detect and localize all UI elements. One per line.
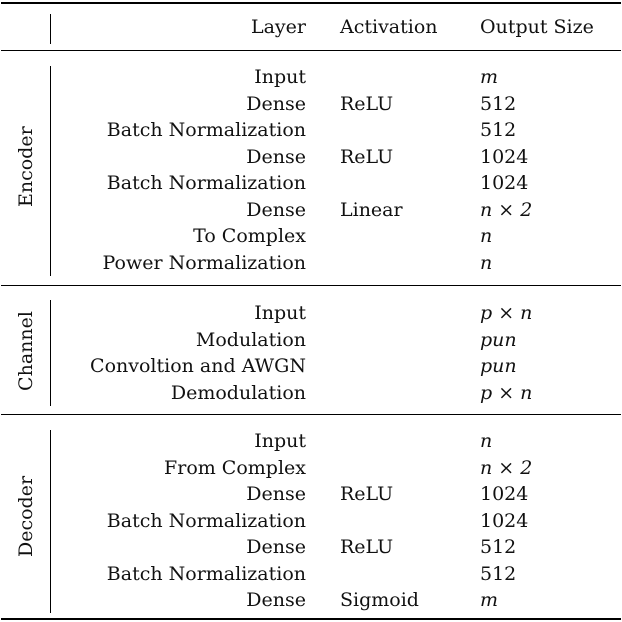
decoder-label: Decoder: [15, 475, 37, 557]
row-layer: Modulation: [195, 329, 306, 351]
row-layer: Input: [254, 430, 306, 452]
row-output-size: 512: [480, 119, 517, 141]
row-layer: Input: [254, 66, 306, 88]
encoder-label: Encoder: [15, 126, 37, 207]
row-layer: Dense: [246, 589, 306, 611]
channel-decoder-rule: [1, 414, 621, 415]
row-output-size: n: [480, 252, 493, 274]
row-activation: Sigmoid: [340, 589, 419, 611]
row-layer: Batch Normalization: [106, 119, 306, 141]
row-layer: Dense: [246, 199, 306, 221]
row-layer: Input: [254, 302, 306, 324]
row-activation: Linear: [340, 199, 403, 221]
row-layer: Dense: [246, 536, 306, 558]
row-layer: Demodulation: [170, 382, 306, 404]
header-rule: [1, 50, 621, 51]
row-layer: To Complex: [193, 225, 306, 247]
row-output-size: 512: [480, 93, 517, 115]
row-output-size: n: [480, 225, 493, 247]
row-layer: Dense: [246, 93, 306, 115]
row-output-size: pun: [480, 355, 517, 377]
channel-label: Channel: [15, 311, 37, 391]
row-output-size: 1024: [480, 146, 529, 168]
row-layer: Power Normalization: [102, 252, 306, 274]
row-activation: ReLU: [340, 483, 394, 505]
encoder-vline: [50, 66, 51, 276]
row-output-size: pun: [480, 329, 517, 351]
bottom-rule: [1, 618, 621, 620]
header-activation: Activation: [340, 16, 438, 38]
row-activation: ReLU: [340, 93, 394, 115]
channel-vline: [50, 300, 51, 406]
row-output-size: 512: [480, 563, 517, 585]
row-output-size: p × n: [480, 302, 533, 324]
row-output-size: p × n: [480, 382, 533, 404]
row-output-size: n: [480, 430, 493, 452]
row-output-size: 1024: [480, 510, 529, 532]
row-output-size: 1024: [480, 172, 529, 194]
encoder-channel-rule: [1, 285, 621, 286]
row-layer: Dense: [246, 146, 306, 168]
row-output-size: n × 2: [480, 457, 533, 479]
row-output-size: n × 2: [480, 199, 533, 221]
row-output-size: m: [480, 589, 499, 611]
row-output-size: 512: [480, 536, 517, 558]
header-vline: [50, 14, 51, 44]
row-output-size: m: [480, 66, 499, 88]
row-layer: From Complex: [164, 457, 306, 479]
row-layer: Convoltion and AWGN: [90, 355, 306, 377]
row-layer: Batch Normalization: [106, 563, 306, 585]
row-activation: ReLU: [340, 146, 394, 168]
row-activation: ReLU: [340, 536, 394, 558]
row-output-size: 1024: [480, 483, 529, 505]
row-layer: Dense: [246, 483, 306, 505]
header-layer: Layer: [250, 16, 306, 38]
row-layer: Batch Normalization: [106, 172, 306, 194]
decoder-vline: [50, 430, 51, 613]
top-rule: [1, 2, 621, 4]
header-output-size: Output Size: [480, 16, 594, 38]
row-layer: Batch Normalization: [106, 510, 306, 532]
